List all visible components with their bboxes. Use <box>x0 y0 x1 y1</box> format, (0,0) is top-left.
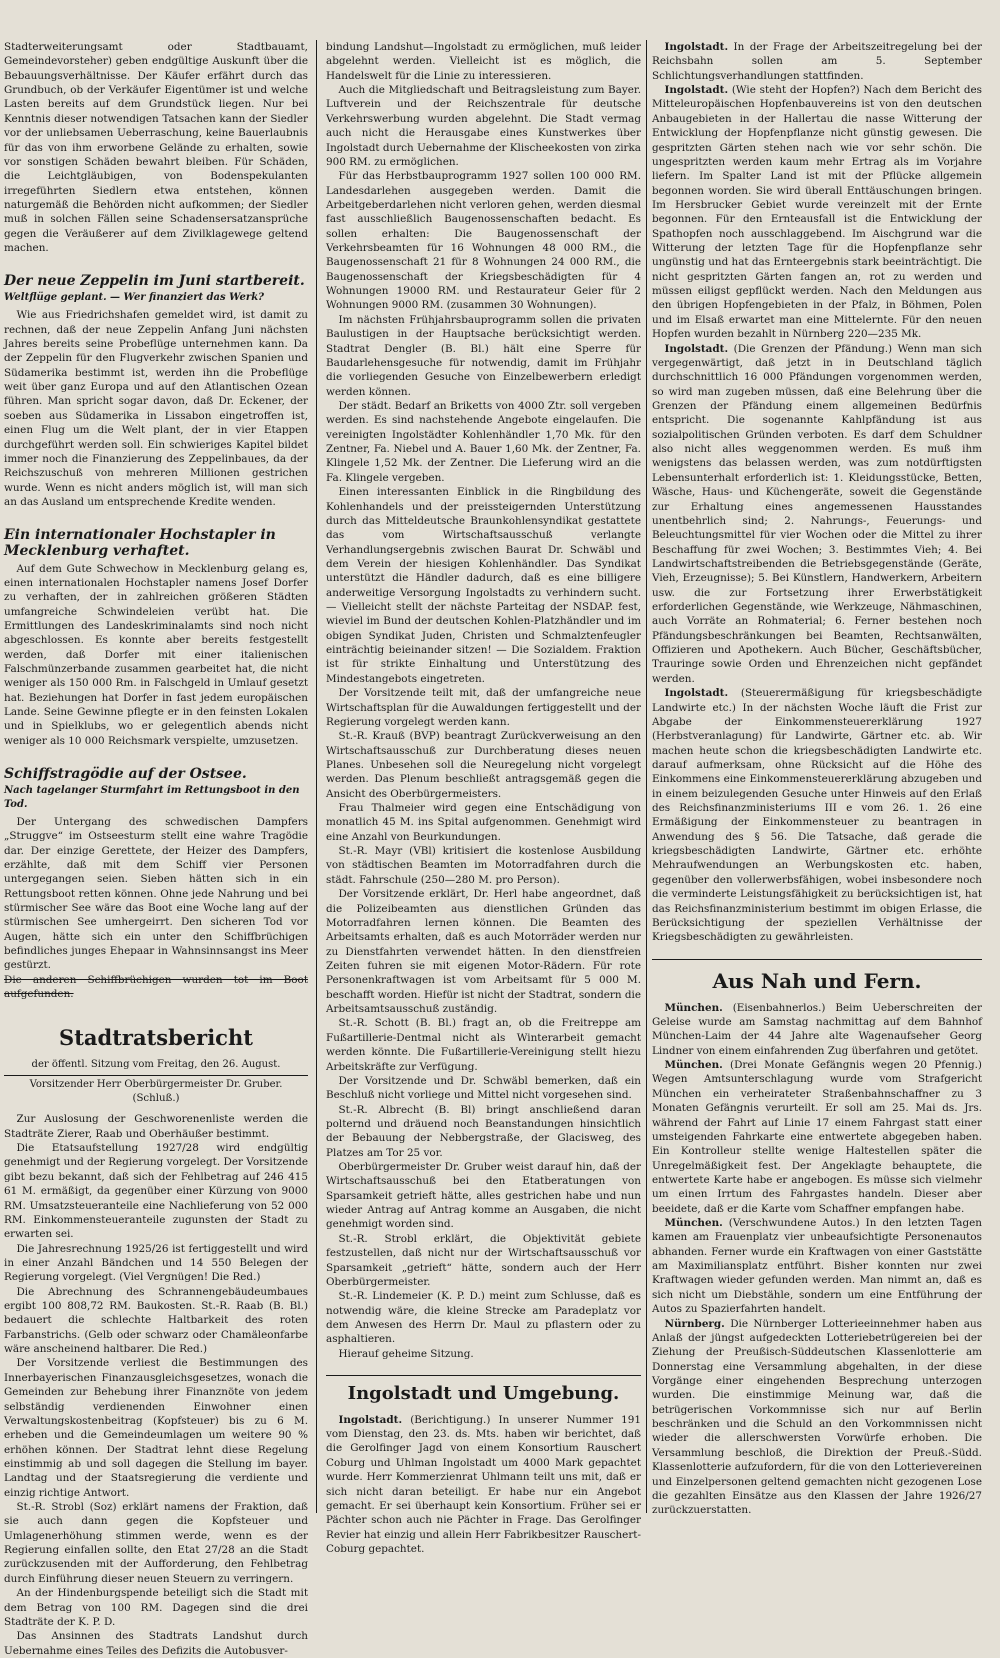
council-paragraph: Im nächsten Frühjahrsbauprogramm sollen die privaten Baulustigen in der Hauptsache berücksichtigt werden. Stadtrat Dengler (B. Bl.) hält eine Sperre für Baudarlehensgesuche für notwendig, damit im Frühjahr die vorliegenden Gesuche von Einzelbewerbern erledigt werden können. <box>326 313 641 398</box>
intro-paragraph: Stadterweiterungsamt oder Stadtbauamt, Gemeindevorsteher) geben endgültige Auskunft über die Bebauungsverhältnisse. Der Käufer erfährt durch das Grundbuch, ob der Verkäufer Eigentümer ist und welche Lasten bereits auf dem Grundstück liegen. Nur bei Kenntnis dieser notwendigen Tatsachen kann der Siedler vor der unliebsamen Ueberraschung, keine Bauerlaubnis für das von ihm erworbene Gelände zu erhalten, sowie vor sonstigen Schäden bewahrt bleiben. Für Schäden, die Leichtgläubigen, von Bodenspekulanten irregeführten Siedlern etwa entstehen, können naturgemäß die Behörden nicht aufkommen; der Siedler muß in solchen Fällen seine Schadensersatzansprüche gegen die Veräußerer auf dem Zivilklagewege geltend machen. <box>4 41 308 255</box>
ingolstadt-correction-body: (Berichtigung.) In unserer Nummer 191 vom Dienstag, den 23. ds. Mts. haben wir berichtet, daß die Gerolfinger Jagd von einem Konsortium Rauschert Coburg und Uhlman Ingolstadt um 4000 Mark gepachtet wurde. Herr Kommerzienrat Uhlmann teilt uns mit, daß er sich nicht daran beteiligt. Er habe nur ein Angebot gemacht. Er sei überhaupt kein Konsortium. Früher sei er Pächter schon auch nie Pächter in Frage. Das Gerolfinger Revier hat einzig und allein Herr Fabrikbesitzer Rauschert-Coburg gepachtet. <box>326 1413 641 1555</box>
ostsee-subheadline: Nach tagelanger Sturmfahrt im Rettungsboot in den Tod. <box>4 785 300 811</box>
stadtrat-session: der öffentl. Sitzung vom Freitag, den 26. August. <box>31 1058 281 1070</box>
stadtrat-headline: Stadtratsbericht <box>59 1024 253 1050</box>
zeppelin-headline: Der neue Zeppelin im Juni startbereit. <box>4 273 305 290</box>
stadtrat-paragraph: Die Abrechnung des Schrannengebäudeumbaues ergibt 100 808,72 RM. Baukosten. St.-R. Raab (B. Bl.) bedauert die schlechte Haltbarkeit des roten Farbanstrichs. (Gelb oder schwarz oder Chamäleonfarbe wäre anscheinend haltbarer. Die Red.) <box>4 1285 308 1356</box>
dateline: Ingolstadt. <box>664 687 729 700</box>
dateline: Nürnberg. <box>664 1317 725 1330</box>
council-paragraph: Der Vorsitzende und Dr. Schwäbl bemerken, daß ein Beschluß nicht vorliege und Mittel nicht vorgesehen sind. <box>326 1074 641 1102</box>
dateline: Ingolstadt. <box>664 84 729 97</box>
news-item-body: Die Nürnberger Lotterieeinnehmer haben aus Anlaß der jüngst aufgedeckten Lotteriebetrügereien bei der Ziehung der Preußisch-Süddeutschen Klassenlotterie am Donnerstag eine Versammlung abgehalten, in der diese Vorgänge einer eingehenden Besprechung unterzogen wurden. Die einstimmige Meinung war, daß die betrügerischen Vorkommnisse sich nur auf Berlin beschränken und die Schuld an den Vorkommnissen nicht wieder die allerschwersten Vorwürfe erhoben. Die Versammlung beschloß, die Direktion der Preuß.-Südd. Klassenlotterie aufzufordern, für die von den Lotterievereinen und Einzelpersonen geltend gemachten nicht gezogenen Lose die gezahlten Einsätze aus den Klassen der Jahre 1926/27 zurückzuerstatten. <box>652 1317 982 1517</box>
news-item-body: (Steuerermäßigung für kriegsbeschädigte Landwirte etc.) In der nächsten Woche läuft die Frist zur Abgabe der Einkommensteuererklärung 1927 (Herbstveranlagung) für Landwirte, Gärtner etc. ab. Wir machen heute schon die kriegsbeschädigten Landwirte etc. darauf aufmerksam, ohne Rücksicht auf die Höhe des Einkommens eine Einkommensteuererklärung abzugeben und in einem beizulegenden Gesuche unter Hinweis auf den Erlaß des Reichsfinanzministeriums III e vom 26. 1. 26 eine Ermäßigung der Einkommensteuer zu beantragen in Anwendung des § 56. Die Tatsache, daß gerade die kriegsbeschädigten Landwirte, Gärtner etc. erhöhte Mehraufwendungen an Werbungskosten etc. haben, gegenüber den vollerwerbsfähigen, wobei insbesondere noch die verminderte Leistungsfähigkeit zu berücksichtigen ist, hat das Reichsfinanzministerium bestimmt im obigen Erlasse, die Berücksichtigung der speziellen Verhältnisse der Kriegsbeschädigten zu gewährleisten. <box>652 687 982 944</box>
column-middle <box>326 40 641 1555</box>
divider <box>652 959 982 960</box>
hochstapler-headline: Ein internationaler Hochstapler in Mecklenburg verhaftet. <box>4 527 276 560</box>
dateline: München. <box>664 1001 723 1014</box>
stadtrat-continuation: (Schluß.) <box>132 1093 180 1105</box>
hochstapler-body: Auf dem Gute Schwechow in Mecklenburg gelang es, einen internationalen Hochstapler namens Josef Dorfer zu verhaften, der in zahlreichen größeren Städten umfangreiche Schwindeleien verübt hat. Die Ermittlungen des Landeskriminalamts sind noch nicht abgeschlossen. Es konnte aber bereits festgestellt werden, daß Dorfer mit einer italienischen Falschmünzerbande zusammen gearbeitet hat, die nicht weniger als 150 000 Rm. in Falschgeld in Umlauf gesetzt hat. Beziehungen hat Dorfer in fast jedem europäischen Lande. Seine Gewinne pflegte er in den feinsten Lokalen und in Spielklubs, wo er gelegentlich abends nicht weniger als 10 000 Reichsmark verspielte, umzusetzen. <box>4 562 308 747</box>
council-paragraph: St.-R. Lindemeier (K. P. D.) meint zum Schlusse, daß es notwendig wäre, die kleine Strecke am Paradeplatz vor dem Anwesen des Herrn Dr. Maul zu pflastern oder zu asphaltieren. <box>326 1290 641 1346</box>
news-item-body: (Wie steht der Hopfen?) Nach dem Bericht des Mitteleuropäischen Hopfenbauvereins ist von den deutschen Anbaugebieten in der Hallertau die nasse Witterung der Entwicklung der Hopfenpflanze nicht günstig gewesen. Die gespritzten Gärten stehen nach wie vor sehr schön. Die ungespritzten werden kaum mehr Ertrag als im Vorjahre liefern. Im Spalter Land ist mit der Pflücke allgemein begonnen worden. Sie wird überall Enttäuschungen bringen. Im Hersbrucker Gebiet wurde vereinzelt mit der Ernte begonnen. Für den Ernteausfall ist die Entwicklung der Spathopfen noch ausschlaggebend. Im Aischgrund war die Witterung der letzten Tage für die Hopfenpflanze sehr ungünstig und hat das Ernteergebnis stark beeinträchtigt. Die nicht gespritzten Gärten fangen an, rot zu werden und müssen eiligst gepflückt werden. Nach den Meldungen aus den übrigen Hopfengebieten in der Pfalz, in Böhmen, Polen und im Elsaß erwartet man eine Mittelernte. Für den neuen Hopfen wurden bezahlt in Nürnberg 220—235 Mk. <box>652 84 982 341</box>
column-right <box>652 40 982 1517</box>
column-rule-2 <box>646 40 647 1513</box>
news-item-body: (Verschwundene Autos.) In den letzten Tagen kamen am Frauenplatz vier unbeaufsichtigte Personenautos abhanden. Ferner wurde ein Kraftwagen von einer Gaststätte am Maximiliansplatz entführt. Bisher konnten nur zwei Kraftwagen wieder gefunden werden. Man nimmt an, daß es sich nicht um Diebstähle, sondern um eine Entführung der Autos zu Spazierfahrten handelt. <box>652 1217 982 1316</box>
news-item-body: (Die Grenzen der Pfändung.) Wenn man sich vergegenwärtigt, daß jetzt in in Deutschland täglich durchschnittlich 16 000 Pfändungen vorgenommen werden, so wird man zugeben müssen, daß eine Belehrung über die Grenzen der Pfändung einem allgemeinen Bedürfnis entspricht. Die sogenannte Kahlpfändung ist aus sozialpolitischen Gründen verboten. Es darf dem Schuldner also nicht alles weggenommen werden. Es muß ihm wenigstens das belassen werden, was zum notdürftigsten Lebensunterhalt erforderlich ist: 1. Kleidungsstücke, Betten, Wäsche, Haus- und Küchengeräte, soweit die Gegenstände zur Erhaltung eines angemessenen Hausstandes unentbehrlich sind; 2. Nahrungs-, Feuerungs- und Beleuchtungsmittel für vier Wochen oder die Mittel zu ihrer Beschaffung für zwei Wochen; 3. Bestimmtes Vieh; 4. Bei Landwirtschaftstreibenden die Betriebsgegenstände (Geräte, Vieh, Erzeugnisse); 5. Bei Künstlern, Handwerkern, Arbeitern usw. die zur Fortsetzung ihrer Erwerbstätigkeit erforderlichen Gegenstände, wie Werkzeuge, Nähmaschinen, auch Vorräte an Rohmaterial; 6. Ferner bestehen noch Pfändungsbeschränkungen bei Beamten, Rechtsanwälten, Offizieren und Apothekern. Auch Bücher, Geschäftsbücher, Trauringe sowie Orden und Ehrenzeichen nicht gepfändet werden. <box>652 342 982 685</box>
divider <box>4 1075 308 1076</box>
council-paragraph: St.-R. Schott (B. Bl.) fragt an, ob die Freitreppe am Fußartillerie-Dentmal nicht als Winterarbeit gemacht werden könnte. Die Fußartillerie-Vereinigung stellt hiezu Arbeitskräfte zur Verfügung. <box>326 1017 641 1073</box>
column-rule-1 <box>316 40 317 1513</box>
news-item-body: In der Frage der Arbeitszeitregelung bei der Reichsbahn sollen am 5. September Schlichtungsverhandlungen stattfinden. <box>652 41 982 82</box>
dateline: München. <box>664 1059 723 1072</box>
council-paragraph: St.-R. Strobl erklärt, die Objektivität gebiete festzustellen, daß nicht nur der Wirtschaftsausschuß vor Sparsamkeit „getrieft“ hätte, sondern auch der Herr Oberbürgermeister. <box>326 1232 641 1288</box>
council-paragraph: Einen interessanten Einblick in die Ringbildung des Kohlenhandels und der preissteigernden Unterstützung durch das Mitteldeutsche Braunkohlensyndikat gestattete das vom Wirtschaftsausschuß verlangte Verhandlungsergebnis zwischen Baurat Dr. Schwäbl und dem Verein der hiesigen Kohlenhändler. Das Syndikat unterstützt die Händler dadurch, daß es eine billigere anderweitige Versorgung Ingolstadts zu verhindern sucht. — Vielleicht stellt der nächste Parteitag der NSDAP. fest, wieviel im Bund der deutschen Kohlen-Platzhändler und im obigen Syndikat Juden, Christen und Schmalztenfeugler einträchtig beieinander sitzen! — Die Sozialdem. Fraktion ist für strikte Einhaltung und Unterstützung des Mindestangebots eingetreten. <box>326 486 641 685</box>
zeppelin-subheadline: Weltflüge geplant. — Wer finanziert das Werk? <box>4 292 264 304</box>
zeppelin-body: Wie aus Friedrichshafen gemeldet wird, ist damit zu rechnen, daß der neue Zeppelin Anfang Juni nächsten Jahres bereits seine Probeflüge unternehmen kann. Da der Zeppelin für den Flugverkehr zwischen Spanien und Südamerika bestimmt ist, werden ihn die Probeflüge weit über ganz Europa und auf den Atlantischen Ozean führen. Man spricht sogar davon, daß Dr. Eckener, der soeben aus Südamerika in Lissabon eingetroffen ist, einen Flug um die Welt plant, der in vier Etappen durchgeführt werden soll. Ein schwieriges Kapitel bildet immer noch die Finanzierung des Zeppelinbaues, da der Reichszuschuß von mehreren Millionen gestrichen wurde. Wenn es nicht anders möglich ist, will man sich an das Ausland um entsprechende Kredite wenden. <box>4 309 308 508</box>
council-paragraph: Hierauf geheime Sitzung. <box>338 1347 474 1360</box>
dateline: Ingolstadt. <box>664 342 729 355</box>
column-left <box>4 40 308 1657</box>
dateline: Ingolstadt. <box>338 1413 403 1426</box>
council-paragraph: Oberbürgermeister Dr. Gruber weist darauf hin, daß der Wirtschaftsausschuß bei den Etatberatungen von Sparsamkeit getrieft hätte, alles gestrichen habe und nun wieder Antrag auf Antrag komme an Ausgaben, die nicht genehmigt worden sind. <box>326 1161 641 1231</box>
council-paragraph: St.-R. Krauß (BVP) beantragt Zurückverweisung an den Wirtschaftsausschuß zur Durchberatung dieses neuen Planes. Unbesehen soll die Neuregelung nicht vorgelegt werden. Das Plenum beschließt antragsgemäß gegen die Ansicht des Oberbürgermeisters. <box>326 730 641 800</box>
stadtrat-paragraph: Der Vorsitzende verliest die Bestimmungen des Innerbayerischen Finanzausgleichsgesetzes, wonach die Gemeinden zur Behebung ihrer Finanznöte von jedem selbständig verdienenden Einwohner einen Verwaltungskostenbeitrag (Kopfsteuer) bis zu 6 M. erheben und die Gemeindeumlagen um weitere 90 % erhöhen können. Der Stadtrat lehnt diese Regelung einstimmig ab und soll dagegen die Stellung im bayer. Landtag und der Staatsregierung die verdiente und einzig richtige Antwort. <box>4 1357 308 1499</box>
council-paragraph: Der Vorsitzende erklärt, Dr. Herl habe angeordnet, daß die Polizeibeamten aus dienstlichen Gründen das Motorradfahren lernen können. Die Beamten des Arbeitsamts erhalten, daß es auch Motorräder werden nur zu Dienstfahrten verwendet hätten. In den dienstfreien Zeiten fuhren sie mit eigenen Motor-Rädern. Für rote Personenkraftwagen ist vom Arbeitsamt für 5 000 M. beschafft worden. Hiefür ist nicht der Stadtrat, sondern die Arbeitsamtsausschuß zuständig. <box>326 888 641 1016</box>
news-item-body: (Drei Monate Gefängnis wegen 20 Pfennig.) Wegen Amtsunterschlagung wurde vom Strafgericht München ein verheirateter Straßenbahnschaffner zu 3 Monaten Gefängnis verurteilt. Er soll am 25. Mai ds. Jrs. während der Fahrt auf Linie 17 einem Fahrgast statt einer umsteigenden Fahrkarte eine entwertete abgegeben haben. Ein Kontrolleur stellte wenige Haltestellen später die Unregelmäßigkeit fest. Der Angeklagte behauptete, die entwertete Karte habe er angebogen. Es müsse sich vielmehr um einen Irrtum des Fahrgastes handeln. Dieser aber beeidete, daß er die Karte vom Schaffner empfangen habe. <box>652 1059 982 1215</box>
ostsee-body: Der Untergang des schwedischen Dampfers „Struggve“ im Ostseesturm stellt eine wahre Tragödie dar. Der einzige Gerettete, der Heizer des Dampfers, erzählte, daß mit dem Schiff vier Personen untergegangen seien. Sieben hätten sich in ein Rettungsboot retten können. Ohne jede Nahrung und bei stürmischer See wäre das Boot eine Woche lang auf der stürmischen See umhergeirrt. Den sicheren Tod vor Augen, hätte sich ein unter den Schiffbrüchigen befindliches junges Ehepaar in Wahnsinnsangst ins Meer gestürzt. <box>4 815 308 972</box>
stadtrat-paragraph: Zur Auslosung der Geschworenenliste werden die Stadträte Zierer, Raab und Oberhäußer bestimmt. <box>4 1113 308 1140</box>
council-paragraph: St.-R. Albrecht (B. Bl) bringt anschließend daran polternd und dräuend noch Beanstandungen hinsichtlich der Bebauung der Nebbergstraße, der Glacisweg, des Platzes am Tor 25 vor. <box>326 1103 641 1159</box>
ingolstadt-section-headline: Ingolstadt und Umgebung. <box>347 1383 620 1405</box>
council-paragraph: Auch die Mitgliedschaft und Beitragsleistung zum Bayer. Luftverein und der Reichszentrale für deutsche Verkehrswerbung wurden abgelehnt. Die Stadt vermag auch nicht die Herausgabe eines Kunstwerkes über Ingolstadt durch Uebernahme der Klischeekosten von zirka 900 RM. zu ermöglichen. <box>326 84 641 168</box>
aus-nah-und-fern-headline: Aus Nah und Fern. <box>712 968 922 993</box>
stadtrat-paragraph: An der Hindenburgspende beteiligt sich die Stadt mit dem Betrag von 100 RM. Dagegen sind die drei Stadträte der K. P. D. <box>4 1587 308 1628</box>
council-paragraph: St.-R. Mayr (VBl) kritisiert die kostenlose Ausbildung von städtischen Beamten im Motorradfahren durch die städt. Fahrschule (250—280 M. pro Person). <box>326 845 641 886</box>
stadtrat-paragraph: Das Ansinnen des Stadtrats Landshut durch Uebernahme eines Teiles des Defizits die Autobusver- <box>4 1630 308 1657</box>
council-paragraph: Der städt. Bedarf an Briketts von 4000 Ztr. soll vergeben werden. Es sind nachstehende Angebote eingelaufen. Die vereinigten Ingolstädter Kohlenhändler 1,70 Mk. für den Zentner, Fa. Niebel und A. Bauer 1,60 Mk. der Zentner, Fa. Klingele 1,52 Mk. der Zentner. Die Lieferung wird an die Fa. Klingele vergeben. <box>326 399 641 484</box>
council-paragraph: Der Vorsitzende teilt mit, daß der umfangreiche neue Wirtschaftsplan für die Auwaldungen fertiggestellt und der Regierung vorgelegt werden kann. <box>326 687 641 728</box>
dateline: München. <box>664 1217 723 1230</box>
council-paragraph: Frau Thalmeier wird gegen eine Entschädigung von monatlich 45 M. ins Spital aufgenommen. Genehmigt wird eine Anzahl von Beurkundungen. <box>326 802 641 843</box>
stadtrat-chair: Vorsitzender Herr Oberbürgermeister Dr. Gruber. <box>29 1079 283 1091</box>
ostsee-headline: Schiffstragödie auf der Ostsee. <box>4 766 247 783</box>
stadtrat-paragraph: Die Etatsaufstellung 1927/28 wird endgültig genehmigt und der Regierung vorgelegt. Der Vorsitzende gibt bezu bekannt, daß sich der Fehlbetrag auf 246 415 61 M. ermäßigt, da gegenüber einer Kürzung von 9000 RM. Umsatzsteueranteile eine Nachlieferung von 52 000 RM. Einkommensteueranteile zugunsten der Stadt zu erwarten sei. <box>4 1142 308 1241</box>
council-paragraph: Für das Herbstbauprogramm 1927 sollen 100 000 RM. Landesdarlehen ausgegeben werden. Damit die Arbeitgeberdarlehen nicht verloren gehen, werden diesmal fast ausschließlich Baugenossenschaften bedacht. Es sollen erhalten: Die Baugenossenschaft der Verkehrsbeamten für 16 Wohnungen 48 000 RM., die Baugenossenschaft 21 für 8 Wohnungen 24 000 RM., die Baugenossenschaft der Kriegsbeschädigten für 4 Wohnungen 19000 RM. und Restaurateur Geier für 2 Wohnungen 9000 RM. (zusammen 30 Wohnungen). <box>326 170 641 312</box>
stadtrat-paragraph: Die Jahresrechnung 1925/26 ist fertiggestellt und wird in einer Anzahl Bändchen und 14 550 Belegen der Regierung vorgelegt. (Viel Vergnügen! Die Red.) <box>4 1242 308 1284</box>
stadtrat-paragraph: St.-R. Strobl (Soz) erklärt namens der Fraktion, daß sie auch dann gegen die Kopfsteuer und Umlagenerhöhung stimmen werde, wenn es der Regierung einfallen sollte, den Etat 27/28 an die Stadt zurückzusenden mit der Aufforderung, den Fehlbetrag durch Einführung dieser neuen Steuern zu verringern. <box>4 1501 308 1585</box>
ostsee-struck-line: Die anderen Schiffbrüchigen wurden tot im Boot aufgefunden. <box>4 973 308 1001</box>
dateline: Ingolstadt. <box>664 41 729 53</box>
council-paragraph: bindung Landshut—Ingolstadt zu ermöglichen, muß leider abgelehnt werden. Vielleicht ist es möglich, die Handelswelt für die Linie zu interessieren. <box>326 41 641 82</box>
divider <box>326 1375 641 1376</box>
news-item-body: (Eisenbahnerlos.) Beim Ueberschreiten der Geleise wurde am Samstag nachmittag auf dem Bahnhof München-Laim der 44 Jahre alte Wagenaufseher Georg Lindner von einem einfahrenden Zug überfahren und getötet. <box>652 1001 982 1057</box>
